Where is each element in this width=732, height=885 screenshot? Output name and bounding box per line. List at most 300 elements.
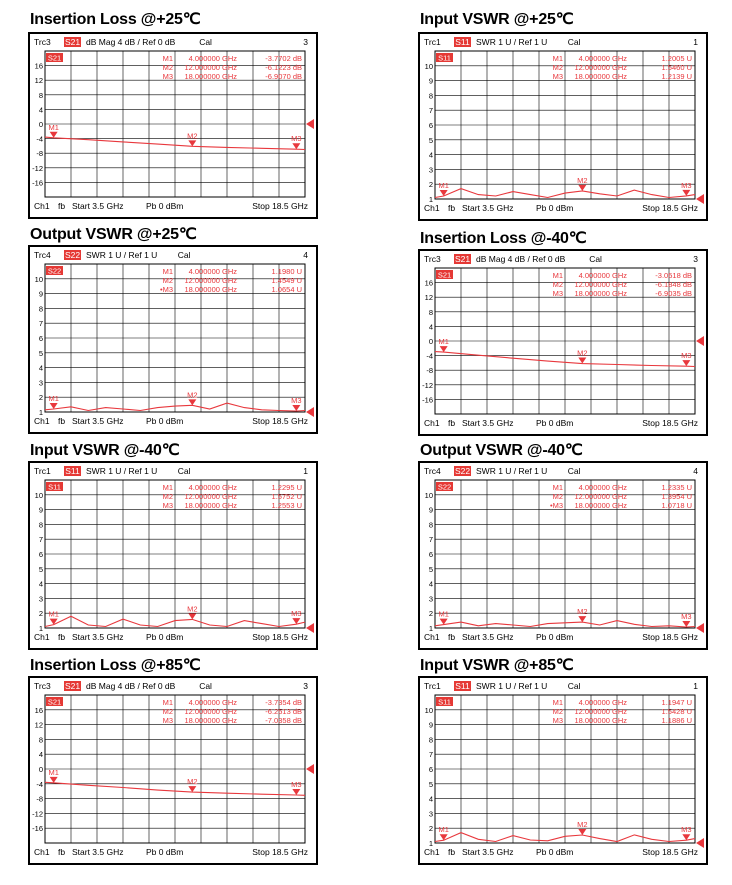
marker-table-name: •M3 [159, 285, 173, 294]
footer-stop: Stop 18.5 GHz [252, 847, 308, 857]
marker-triangle [682, 621, 690, 627]
marker-table-value: -3.7702 dB [265, 54, 302, 63]
footer-power: Pb 0 dBm [536, 418, 574, 428]
marker-table-name: M1 [162, 54, 173, 63]
param-badge-text: S11 [455, 681, 470, 691]
footer-fb: fb [58, 416, 66, 426]
y-tick-label: 2 [428, 609, 433, 619]
grid [45, 480, 305, 628]
panel-heading: Insertion Loss @+85℃ [30, 657, 201, 674]
y-tick-label: -16 [422, 395, 433, 405]
panel-heading: Input VSWR @+85℃ [420, 657, 574, 674]
y-tick-label: -16 [32, 824, 43, 834]
footer-fb: fb [58, 201, 66, 211]
marker-table-name: M1 [162, 267, 173, 276]
vna-panel-insertion-loss-25c [28, 32, 318, 219]
footer-start: Start 3.5 GHz [72, 201, 124, 211]
marker-label: M3 [291, 395, 302, 405]
marker-table-name: M1 [552, 54, 563, 63]
footer-power: Pb 0 dBm [536, 632, 574, 642]
marker-table-freq: 12.000000 GHz [574, 492, 627, 501]
marker-triangle [292, 143, 300, 149]
trace-format: SWR 1 U / Ref 1 U [86, 250, 158, 260]
footer-fb: fb [448, 847, 456, 857]
trace-label: Trc1 [424, 37, 441, 47]
param-badge-grid-text: S21 [437, 270, 452, 280]
marker-label: M2 [577, 175, 588, 185]
y-tick-label: 3 [428, 165, 433, 175]
panel-heading: Insertion Loss @-40℃ [420, 230, 587, 247]
y-tick-label: 4 [428, 579, 433, 589]
vna-panel-output-vswr-25c [28, 245, 318, 434]
reference-arrow [306, 119, 314, 129]
marker-table-value: -7.0358 dB [265, 716, 302, 725]
marker-table-value: 1.0718 U [661, 501, 692, 510]
marker-label: M2 [187, 777, 198, 787]
marker-triangle [50, 777, 58, 783]
marker-table-value: 1.5428 U [661, 707, 692, 716]
footer-channel: Ch1 [424, 418, 440, 428]
channel-number: 3 [303, 681, 308, 691]
vna-plot-svg [30, 678, 316, 863]
marker-table-freq: 12.000000 GHz [184, 276, 237, 285]
y-tick-label: 12 [424, 293, 433, 303]
footer-channel: Ch1 [424, 632, 440, 642]
footer-channel: Ch1 [424, 203, 440, 213]
cal-label: Cal [567, 466, 581, 476]
marker-label: M1 [48, 394, 59, 404]
cal-label: Cal [177, 466, 191, 476]
marker-table-name: M1 [552, 271, 563, 280]
trace-format: SWR 1 U / Ref 1 U [476, 466, 548, 476]
y-tick-label: 4 [38, 750, 43, 760]
marker-table-freq: 18.000000 GHz [184, 285, 237, 294]
y-tick-label: -12 [32, 163, 43, 173]
marker-table-freq: 18.000000 GHz [574, 72, 627, 81]
panel-heading: Input VSWR @-40℃ [30, 442, 180, 459]
y-tick-label: 6 [428, 121, 433, 130]
y-tick-label: 5 [428, 779, 433, 789]
trace-label: Trc3 [34, 37, 51, 47]
marker-table-name: M2 [552, 280, 563, 289]
y-tick-label: 8 [428, 735, 433, 745]
footer-channel: Ch1 [424, 847, 440, 857]
trace-format: dB Mag 4 dB / Ref 0 dB [86, 37, 176, 47]
y-tick-label: 0 [38, 765, 43, 774]
vna-plot-svg [420, 34, 706, 219]
footer-stop: Stop 18.5 GHz [642, 847, 698, 857]
y-tick-label: -12 [422, 380, 433, 390]
y-tick-label: 16 [34, 61, 43, 71]
y-tick-label: -8 [36, 149, 43, 159]
marker-triangle [682, 360, 690, 366]
y-tick-label: 9 [38, 505, 43, 515]
panel-heading: Output VSWR @+25℃ [30, 226, 197, 243]
y-tick-label: 6 [428, 550, 433, 559]
marker-table-freq: 12.000000 GHz [574, 707, 627, 716]
vna-panel-input-vswr-85c [418, 676, 708, 865]
trace-format: SWR 1 U / Ref 1 U [476, 37, 548, 47]
marker-triangle [188, 613, 196, 619]
trace-label: Trc3 [424, 254, 441, 264]
marker-table-name: M3 [552, 716, 563, 725]
marker-table-value: 1.4549 U [271, 276, 302, 285]
marker-table-freq: 18.000000 GHz [574, 501, 627, 510]
trace-label: Trc4 [34, 250, 51, 260]
trace-format: SWR 1 U / Ref 1 U [476, 681, 548, 691]
vna-panel-insertion-loss-m40c [418, 249, 708, 436]
y-tick-label: 6 [428, 765, 433, 774]
marker-table-freq: 4.000000 GHz [578, 698, 627, 707]
footer-power: Pb 0 dBm [146, 632, 184, 642]
channel-number: 3 [303, 37, 308, 47]
marker-table-freq: 12.000000 GHz [574, 280, 627, 289]
channel-number: 1 [693, 681, 698, 691]
marker-table-freq: 18.000000 GHz [184, 501, 237, 510]
footer-stop: Stop 18.5 GHz [642, 632, 698, 642]
trace-label: Trc1 [34, 466, 51, 476]
marker-label: M2 [577, 348, 588, 358]
marker-triangle [578, 185, 586, 191]
marker-table-freq: 18.000000 GHz [574, 716, 627, 725]
footer-fb: fb [58, 632, 66, 642]
y-tick-label: 7 [428, 750, 433, 760]
y-tick-label: 8 [38, 735, 43, 745]
y-tick-label: 4 [428, 794, 433, 804]
marker-table-value: 1.2139 U [661, 72, 692, 81]
param-badge-grid-text: S11 [438, 697, 451, 707]
trace-label: Trc3 [34, 681, 51, 691]
y-tick-label: 9 [428, 505, 433, 515]
channel-number: 1 [303, 466, 308, 476]
marker-table-freq: 12.000000 GHz [184, 63, 237, 72]
marker-label: M1 [438, 181, 449, 191]
y-tick-label: 16 [424, 278, 433, 288]
footer-channel: Ch1 [34, 632, 50, 642]
vna-plot-svg [30, 463, 316, 648]
y-tick-label: 9 [428, 76, 433, 86]
marker-table-freq: 18.000000 GHz [184, 72, 237, 81]
marker-label: M2 [187, 390, 198, 400]
param-badge-text: S22 [64, 250, 81, 260]
y-tick-label: 4 [38, 363, 43, 373]
y-tick-label: 5 [38, 564, 43, 574]
y-tick-label: 10 [424, 705, 433, 715]
marker-triangle [188, 786, 196, 792]
y-tick-label: -4 [36, 134, 43, 144]
footer-power: Pb 0 dBm [536, 847, 574, 857]
marker-label: M2 [187, 604, 198, 614]
y-tick-label: 1 [428, 195, 433, 204]
param-badge-grid-text: S11 [48, 482, 61, 492]
y-tick-label: 7 [38, 535, 43, 545]
marker-table-name: M2 [162, 707, 173, 716]
panel-heading: Insertion Loss @+25℃ [30, 11, 201, 28]
y-tick-label: 10 [34, 274, 43, 284]
marker-label: M3 [681, 351, 692, 361]
grid [45, 264, 305, 412]
y-tick-label: 8 [428, 307, 433, 317]
marker-table-freq: 4.000000 GHz [578, 483, 627, 492]
y-tick-label: 10 [424, 61, 433, 71]
y-tick-label: 2 [428, 824, 433, 834]
y-tick-label: 5 [38, 348, 43, 358]
marker-triangle [188, 140, 196, 146]
y-tick-label: -8 [36, 794, 43, 804]
vna-plot-svg [30, 247, 316, 432]
marker-triangle [188, 399, 196, 405]
footer-stop: Stop 18.5 GHz [642, 418, 698, 428]
y-tick-label: 10 [34, 490, 43, 500]
y-tick-label: -12 [32, 809, 43, 819]
vna-panel-input-vswr-m40c [28, 461, 318, 650]
marker-table-value: -6.2513 dB [265, 707, 302, 716]
marker-table-value: 1.1886 U [661, 716, 692, 725]
vna-plot-svg [420, 678, 706, 863]
y-tick-label: -4 [426, 351, 433, 361]
marker-table-value: 1.2005 U [661, 54, 692, 63]
marker-table-value: 1.1980 U [271, 267, 302, 276]
marker-label: M2 [577, 607, 588, 617]
marker-table-freq: 4.000000 GHz [578, 54, 627, 63]
cal-label: Cal [567, 681, 581, 691]
marker-table-value: -6.1848 dB [655, 280, 692, 289]
footer-stop: Stop 18.5 GHz [252, 632, 308, 642]
footer-channel: Ch1 [34, 847, 50, 857]
footer-channel: Ch1 [34, 416, 50, 426]
marker-table-freq: 4.000000 GHz [188, 267, 237, 276]
marker-table-name: M2 [162, 276, 173, 285]
footer-fb: fb [448, 632, 456, 642]
y-tick-label: 8 [38, 90, 43, 100]
y-tick-label: 9 [38, 289, 43, 299]
marker-table-name: •M3 [549, 501, 563, 510]
channel-number: 1 [693, 37, 698, 47]
y-tick-label: 7 [38, 319, 43, 329]
y-tick-label: 12 [34, 720, 43, 730]
y-tick-label: 1 [38, 624, 43, 633]
marker-table-value: 1.5460 U [661, 63, 692, 72]
y-tick-label: 3 [38, 378, 43, 388]
marker-table-name: M3 [162, 716, 173, 725]
marker-table-name: M3 [162, 501, 173, 510]
footer-start: Start 3.5 GHz [462, 847, 514, 857]
marker-table-freq: 4.000000 GHz [188, 698, 237, 707]
cal-label: Cal [199, 37, 212, 47]
marker-table-name: M3 [552, 289, 563, 298]
param-badge-text: S21 [454, 254, 471, 264]
marker-table-freq: 4.000000 GHz [578, 271, 627, 280]
marker-table-value: 1.2553 U [271, 501, 302, 510]
marker-label: M1 [438, 609, 449, 619]
marker-table-value: 1.3954 U [661, 492, 692, 501]
footer-start: Start 3.5 GHz [72, 847, 124, 857]
footer-start: Start 3.5 GHz [462, 418, 514, 428]
marker-label: M3 [681, 180, 692, 190]
marker-label: M1 [48, 767, 59, 777]
footer-start: Start 3.5 GHz [462, 632, 514, 642]
vna-plot-svg [30, 34, 316, 217]
marker-table-freq: 12.000000 GHz [184, 492, 237, 501]
y-tick-label: 8 [38, 520, 43, 530]
marker-label: M1 [48, 609, 59, 619]
marker-table-value: -3.7354 dB [265, 698, 302, 707]
trace-format: dB Mag 4 dB / Ref 0 dB [476, 254, 566, 264]
cal-label: Cal [589, 254, 602, 264]
marker-label: M3 [291, 780, 302, 790]
y-tick-label: 0 [38, 120, 43, 129]
y-tick-label: 0 [428, 337, 433, 346]
grid [435, 480, 695, 628]
marker-table-value: 1.2335 U [661, 483, 692, 492]
y-tick-label: -8 [426, 366, 433, 376]
panel-heading: Output VSWR @-40℃ [420, 442, 583, 459]
marker-label: M3 [681, 611, 692, 621]
param-badge-text: S22 [454, 466, 471, 476]
y-tick-label: 1 [38, 408, 43, 417]
marker-table-value: 1.5752 U [271, 492, 302, 501]
marker-table-value: -3.0518 dB [655, 271, 692, 280]
y-tick-label: 5 [428, 135, 433, 145]
marker-table-freq: 12.000000 GHz [184, 707, 237, 716]
marker-label: M1 [48, 122, 59, 132]
marker-table-freq: 4.000000 GHz [188, 483, 237, 492]
marker-table-value: 1.1947 U [661, 698, 692, 707]
y-tick-label: 2 [38, 609, 43, 619]
y-tick-label: 12 [34, 76, 43, 86]
y-tick-label: 16 [34, 705, 43, 715]
y-tick-label: 1 [428, 624, 433, 633]
footer-fb: fb [448, 418, 456, 428]
footer-power: Pb 0 dBm [146, 201, 184, 211]
panel-heading: Input VSWR @+25℃ [420, 11, 574, 28]
y-tick-label: 9 [428, 720, 433, 730]
footer-fb: fb [448, 203, 456, 213]
trace-label: Trc1 [424, 681, 441, 691]
y-tick-label: 3 [428, 809, 433, 819]
footer-power: Pb 0 dBm [146, 847, 184, 857]
marker-triangle [578, 616, 586, 622]
trace-label: Trc4 [424, 466, 441, 476]
vna-panel-output-vswr-m40c [418, 461, 708, 650]
marker-label: M3 [291, 134, 302, 144]
footer-start: Start 3.5 GHz [462, 203, 514, 213]
footer-stop: Stop 18.5 GHz [642, 203, 698, 213]
grid [435, 695, 695, 843]
trace-format: SWR 1 U / Ref 1 U [86, 466, 158, 476]
marker-table-freq: 12.000000 GHz [574, 63, 627, 72]
vna-plot-svg [420, 251, 706, 434]
channel-number: 3 [693, 254, 698, 264]
channel-number: 4 [303, 250, 308, 260]
y-tick-label: 1 [428, 839, 433, 848]
marker-table-freq: 18.000000 GHz [574, 289, 627, 298]
vna-plot-svg [420, 463, 706, 648]
y-tick-label: 3 [38, 594, 43, 604]
y-tick-label: 4 [38, 579, 43, 589]
param-badge-grid-text: S21 [47, 53, 62, 63]
marker-table-freq: 18.000000 GHz [184, 716, 237, 725]
reference-arrow [306, 764, 314, 774]
grid [435, 51, 695, 199]
cal-label: Cal [177, 250, 191, 260]
param-badge-grid-text: S11 [438, 53, 451, 63]
y-tick-label: 8 [428, 91, 433, 101]
marker-table-name: M2 [162, 63, 173, 72]
marker-table-name: M3 [162, 72, 173, 81]
marker-triangle [292, 405, 300, 411]
y-tick-label: 3 [428, 594, 433, 604]
param-badge-grid-text: S22 [47, 266, 62, 276]
marker-table-name: M2 [552, 707, 563, 716]
marker-triangle [292, 789, 300, 795]
footer-power: Pb 0 dBm [146, 416, 184, 426]
y-tick-label: 10 [424, 490, 433, 500]
param-badge-grid-text: S21 [47, 697, 62, 707]
marker-table-name: M1 [162, 483, 173, 492]
param-badge-text: S21 [64, 681, 81, 691]
param-badge-text: S11 [455, 37, 470, 47]
marker-table-name: M1 [162, 698, 173, 707]
y-tick-label: 7 [428, 106, 433, 116]
marker-label: M2 [187, 131, 198, 141]
marker-triangle [578, 358, 586, 364]
footer-start: Start 3.5 GHz [72, 632, 124, 642]
y-tick-label: -16 [32, 178, 43, 188]
param-badge-grid-text: S22 [437, 482, 452, 492]
y-tick-label: 4 [428, 150, 433, 160]
marker-table-value: 1.0654 U [271, 285, 302, 294]
reference-arrow [696, 336, 704, 346]
marker-table-freq: 4.000000 GHz [188, 54, 237, 63]
marker-table-value: 1.2295 U [271, 483, 302, 492]
y-tick-label: 6 [38, 334, 43, 343]
footer-fb: fb [58, 847, 66, 857]
y-tick-label: 2 [428, 180, 433, 190]
footer-stop: Stop 18.5 GHz [252, 201, 308, 211]
vna-panel-insertion-loss-85c [28, 676, 318, 865]
marker-triangle [50, 132, 58, 138]
marker-triangle [578, 829, 586, 835]
footer-channel: Ch1 [34, 201, 50, 211]
footer-start: Start 3.5 GHz [72, 416, 124, 426]
marker-table-value: -6.9070 dB [265, 72, 302, 81]
footer-stop: Stop 18.5 GHz [252, 416, 308, 426]
y-tick-label: 4 [428, 322, 433, 332]
y-tick-label: 2 [38, 393, 43, 403]
param-badge-text: S21 [64, 37, 81, 47]
y-tick-label: 6 [38, 550, 43, 559]
marker-table-name: M1 [552, 698, 563, 707]
marker-table-name: M3 [552, 72, 563, 81]
y-tick-label: 8 [38, 304, 43, 314]
marker-label: M3 [681, 825, 692, 835]
marker-table-name: M2 [162, 492, 173, 501]
cal-label: Cal [567, 37, 581, 47]
marker-table-name: M2 [552, 492, 563, 501]
marker-label: M2 [577, 820, 588, 830]
marker-label: M1 [438, 825, 449, 835]
marker-triangle [440, 346, 448, 352]
y-tick-label: -4 [36, 779, 43, 789]
marker-table-value: -6.9035 dB [655, 289, 692, 298]
y-tick-label: 7 [428, 535, 433, 545]
y-tick-label: 4 [38, 105, 43, 115]
footer-power: Pb 0 dBm [536, 203, 574, 213]
marker-table-name: M2 [552, 63, 563, 72]
cal-label: Cal [199, 681, 212, 691]
marker-label: M3 [291, 609, 302, 619]
